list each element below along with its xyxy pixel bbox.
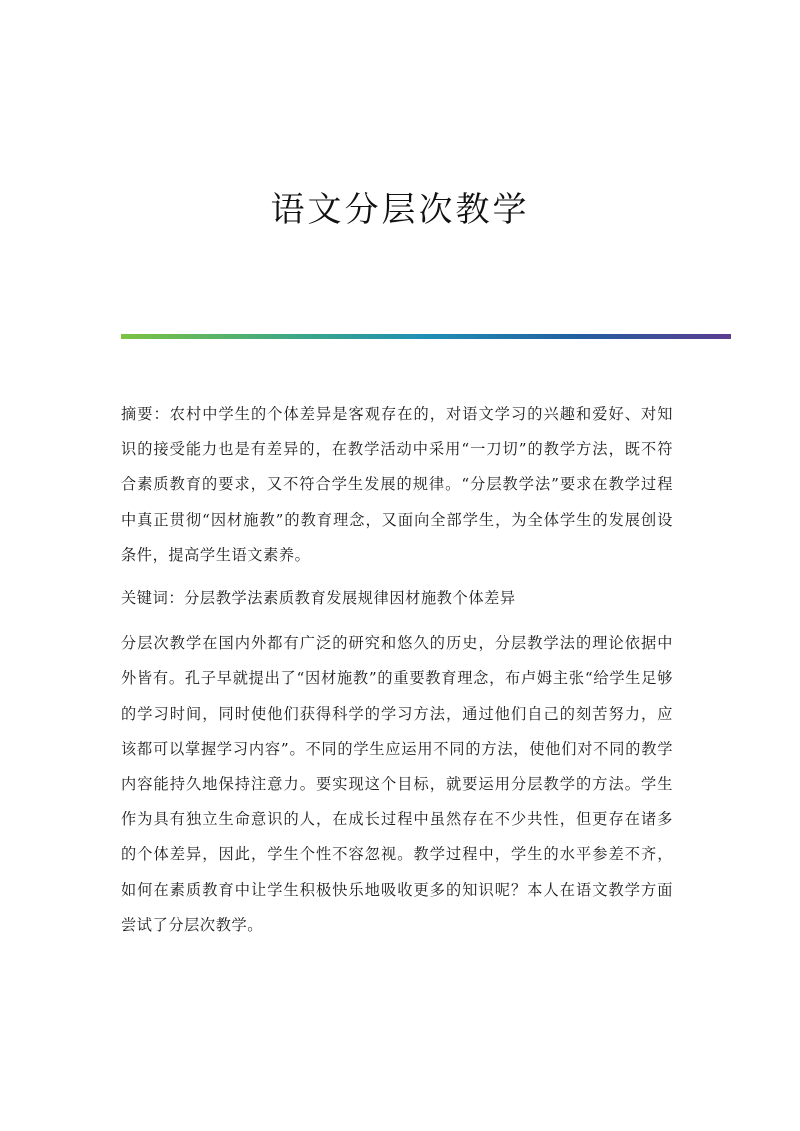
- keywords-paragraph: 关键词：分层教学法素质教育发展规律因材施教个体差异: [121, 589, 516, 608]
- title-divider: [121, 334, 731, 339]
- document-title: 语文分层次教学: [270, 190, 530, 230]
- intro-paragraph: 分层次教学在国内外都有广泛的研究和悠久的历史，分层教学法的理论依据中外皆有。孔子早就提出了“因材施教”的重要教育理念，布卢姆主张“给学生足够的学习时间，同时使他们获得科学的学习方法，通过他们自己的刻苦努力，应该都可以掌握学习内容”。不同的学生应运用不同的方法，使他们对不同的教学内容能持久地保持注意力。要实现这个目标，就要运用分层教学的方法。学生作为具有独立生命意识的人，在成长过程中虽然存在不少共性，但更存在诸多的个体差异，因此，学生个性不容忽视。教学过程中，学生的水平参差不齐，如何在素质教育中让学生积极快乐地吸收更多的知识呢？本人在语文教学方面尝试了分层次教学。: [121, 634, 673, 934]
- abstract-paragraph: 摘要：农村中学生的个体差异是客观存在的，对语文学习的兴趣和爱好、对知识的接受能力也是有差异的，在教学活动中采用“一刀切”的教学方法，既不符合素质教育的要求，又不符合学生发展的规律。“分层教学法”要求在教学过程中真正贯彻“因材施教”的教育理念，又面向全部学生，为全体学生的发展创设条件，提高学生语文素养。: [121, 405, 673, 564]
- document-body: [121, 397, 673, 951]
